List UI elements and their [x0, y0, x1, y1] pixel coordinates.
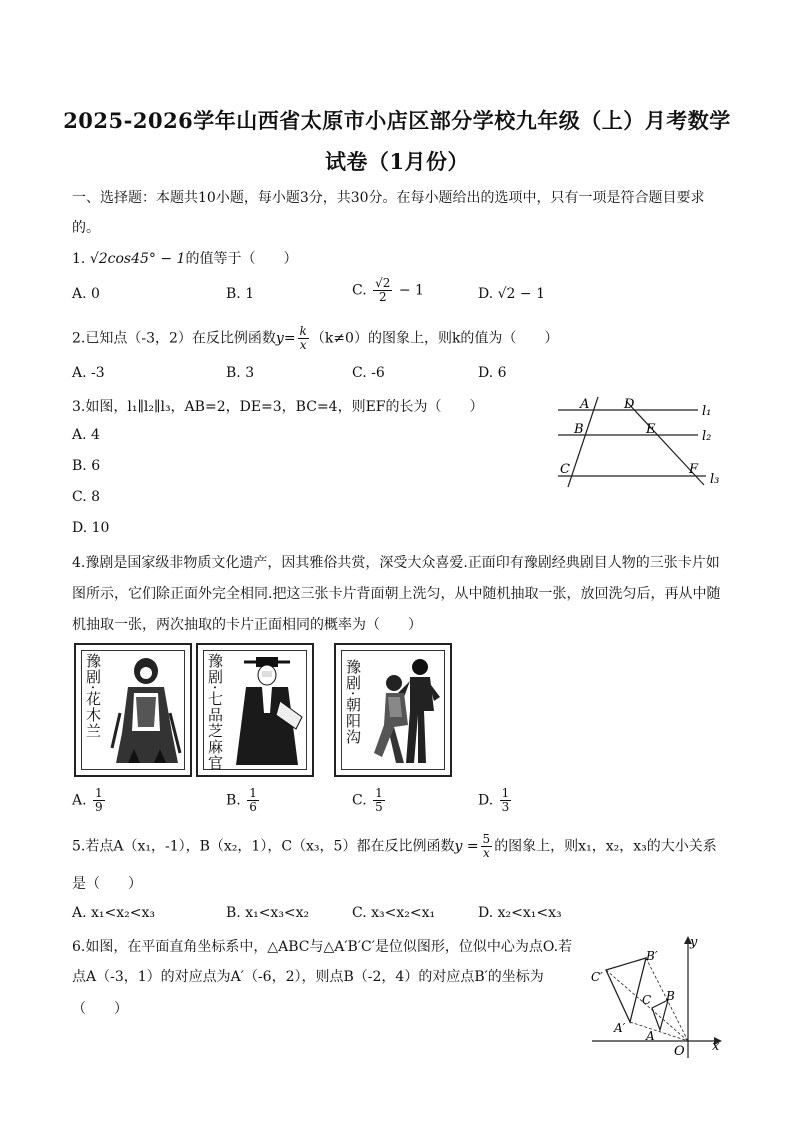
question-4-line3: 机抽取一张，两次抽取的卡片正面相同的概率为（ ）: [72, 617, 422, 633]
q4-option-b: B. $\frac{1}{6}$: [226, 786, 257, 814]
q1-option-c-frac: $\frac{√2}{2}$: [375, 276, 391, 304]
page-title-line1: 2025-2026学年山西省太原市小店区部分学校九年级（上）月考数学: [63, 108, 731, 133]
question-2-stem: 2.已知点（-3，2）在反比例函数y= $\frac{k}{x}$ （k≠0）的图象上，则k的值为（ ）: [72, 324, 559, 352]
label-E: E: [646, 422, 656, 437]
q2-option-b: B. 3: [226, 365, 255, 381]
label-B: B: [574, 422, 584, 437]
label-F: F: [689, 462, 699, 477]
q3-option-b: B. 6: [72, 458, 101, 474]
label-l3: l₃: [710, 472, 720, 487]
q1-tail: 的值等于（ ）: [185, 251, 298, 267]
q5-frac: $\frac{5}{x}$: [482, 832, 491, 860]
q1-option-a: A. 0: [72, 286, 100, 302]
q1-option-b: B. 1: [226, 286, 255, 302]
q3-parallel-lines-diagram: [548, 395, 738, 495]
q6-coordinate-diagram: [586, 934, 736, 1062]
label-C: C: [560, 462, 570, 477]
card-qipin-zhimaguan: [196, 643, 314, 777]
q4-option-c: C. $\frac{1}{5}$: [352, 786, 383, 814]
card-chaoyanggou: [334, 643, 452, 777]
q1-option-d: D. √2 − 1: [478, 286, 545, 302]
triangle-small: [652, 1000, 668, 1030]
label-x: x: [712, 1039, 720, 1054]
q3-option-a: A. 4: [72, 427, 100, 443]
label-C: C: [642, 993, 652, 1007]
question-6-line2: 点A（-3，1）的对应点为A′（-6，2），则点B（-2，4）的对应点B′的坐标为: [72, 969, 544, 985]
q5-option-a: A. x₁<x₂<x₃: [72, 905, 155, 921]
label-l2: l₂: [702, 429, 712, 444]
question-6-line3: （ ）: [72, 1001, 128, 1017]
q4-option-d: D. $\frac{1}{3}$: [478, 786, 510, 814]
q4-option-a: A. $\frac{1}{9}$: [72, 786, 103, 814]
page-title-line2: 试卷（1月份）: [324, 149, 470, 174]
question-4-line2: 图所示，它们除正面外完全相同.把这三张卡片背面朝上洗匀，从中随机抽取一张，放回洗匀后，再从中随: [72, 586, 721, 602]
label-O: O: [674, 1044, 685, 1059]
q3-option-c: C. 8: [72, 489, 101, 505]
triangle-large: [606, 958, 646, 1022]
q5-option-c: C. x₃<x₂<x₁: [352, 905, 436, 921]
label-B-prime: B′: [646, 949, 658, 963]
label-B: B: [666, 989, 675, 1003]
label-A: A: [646, 1029, 655, 1043]
q5-option-b: B. x₁<x₃<x₂: [226, 905, 310, 921]
label-D: D: [624, 397, 635, 412]
label-C-prime: C′: [591, 970, 603, 984]
q5-option-d: D. x₂<x₁<x₃: [478, 905, 562, 921]
label-A-prime: A′: [614, 1021, 626, 1035]
card-label: 豫剧·七品芝麻官: [206, 653, 224, 771]
section-heading-cont: 的。: [72, 220, 100, 236]
question-6-line1: 6.如图，在平面直角坐标系中，△ABC与△A′B′C′是位似图形，位似中心为点O.若: [72, 939, 573, 955]
label-y: y: [690, 935, 698, 950]
q3-option-d: D. 10: [72, 520, 110, 536]
question-4-line1: 4.豫剧是国家级非物质文化遗产，因其雅俗共赏，深受大众喜爱.正面印有豫剧经典剧目人物的三张卡片如: [72, 555, 720, 571]
question-5-line2: 是（ ）: [72, 876, 142, 892]
q1-math: √2cos45° − 1: [89, 251, 186, 267]
card-label: 豫剧·花木兰: [84, 653, 102, 739]
q2-option-a: A. -3: [72, 365, 105, 381]
q1-option-c: C. $\frac{√2}{2}$ − 1: [352, 276, 424, 304]
label-l1: l₁: [702, 404, 712, 419]
card-label: 豫剧·朝阳沟: [344, 659, 362, 745]
question-5-line1: 5.若点A（x₁，-1），B（x₂，1），C（x₃，5）都在反比例函数y = $\frac{5}{x}$ 的图象上，则x₁，x₂，x₃的大小关系: [72, 832, 717, 860]
opera-figure-image: [108, 653, 184, 769]
opera-figure-image: [224, 653, 306, 769]
section-heading: 一、选择题：本题共10小题，每小题3分，共30分。在每小题给出的选项中，只有一项是符合题目要求: [72, 190, 705, 206]
card-hua-mulan: [74, 643, 192, 777]
label-A: A: [580, 397, 590, 412]
q1-number: 1.: [72, 251, 90, 267]
opera-figure-image: [364, 653, 444, 769]
q2-option-c: C. -6: [352, 365, 385, 381]
q2-option-d: D. 6: [478, 365, 507, 381]
question-1-stem: [72, 248, 297, 268]
question-3-stem: 3.如图，l₁∥l₂∥l₃，AB=2，DE=3，BC=4，则EF的长为（ ）: [72, 399, 484, 415]
q2-frac: $\frac{k}{x}$: [299, 324, 307, 352]
